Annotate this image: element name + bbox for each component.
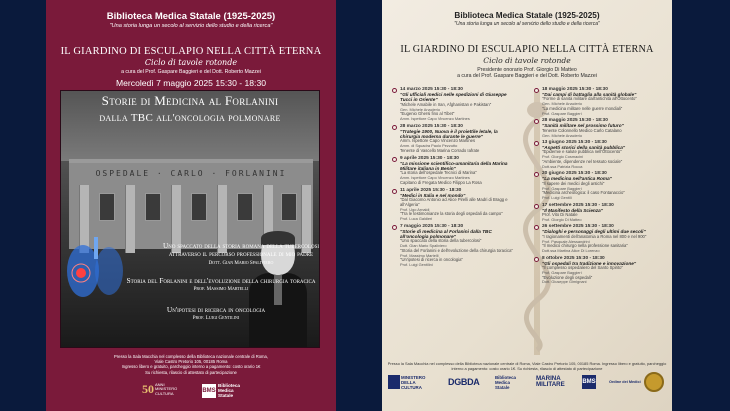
logo-50-number: 50 xyxy=(142,382,154,396)
event-item xyxy=(392,87,516,122)
talk-2-speaker: Prof. Massimo Martelli xyxy=(193,287,249,293)
event-item xyxy=(534,87,658,116)
bullet-icon xyxy=(392,225,397,230)
bullet-icon xyxy=(534,204,539,209)
event-title: "Gli ufficiali medici nelle spedizioni di Giuseppe Tucci in Oriente" xyxy=(400,92,507,103)
logo-dgbda xyxy=(448,372,480,392)
event-talk: "I ragionamenti dell'anatomia a Roma nel 800 e nel 900" xyxy=(542,233,647,239)
event-talk: "Un'ipotesi di ricerca in oncologia" xyxy=(400,257,463,263)
dgbda-text: DGBDA xyxy=(448,377,480,387)
logo-marina xyxy=(536,372,565,392)
building-window xyxy=(99,193,115,221)
bullet-icon xyxy=(534,257,539,262)
event-talk: "La medicina militare nelle guerre mondiali" xyxy=(542,105,623,111)
event-talk: Prof. Luigi Gentili xyxy=(542,195,572,201)
event-talk: Tenente Colonnello Medico Carlo Catalano xyxy=(542,127,622,133)
event-date: 28 marzo 2025 15:30 - 18:30 xyxy=(400,123,463,129)
left-date: Mercoledì 7 maggio 2025 15:30 - 18:30 xyxy=(115,78,266,88)
event-talk: "Il complesso ospedaliero del Santo Spirito" xyxy=(542,265,623,271)
right-org: Biblioteca Medica Statale (1925-2025) xyxy=(454,11,600,20)
ordine-text: Ordine dei Medici xyxy=(609,379,641,384)
event-talk: "La storia dell'ospedale Tecnici di Marina" xyxy=(400,170,477,176)
event-talk: "Uno spaccato della storia della tubercolosi" xyxy=(400,238,482,244)
event-talk: "Forme di sanità militare dall'antichità all'Ottocento" xyxy=(542,96,637,102)
event-talk: Amm. Ispettore Capo Vincenzo Martines xyxy=(400,138,476,144)
event-talk: Prof. Gaspare Baggieri xyxy=(542,269,582,275)
right-president: Presidente onorario Prof. Giorgio Di Matteo xyxy=(477,67,577,73)
event-talk: Prof. Pasquale Alessandrini xyxy=(542,238,590,244)
right-footer: Presso la Sala Macchia nel complesso della Biblioteca nazionale centrale di Roma, Viale Castro Pretorio 105, 00185 Roma. Ingresso libero e gratuito, parcheggio interno a pagamento: costo orario 1€. Su richiesta, rilascio di attestato di partecipazione xyxy=(387,361,667,371)
event-title: "Dai campi di battaglia alla sanità globale" xyxy=(542,92,637,97)
event-date: 11 aprile 2025 15:30 - 18:30 xyxy=(400,187,462,193)
marina-text: MARINA MILITARE xyxy=(536,375,565,388)
footer-line: Presso la Sala Macchia nel complesso della Biblioteca nazionale centrale di Roma, xyxy=(113,354,269,359)
event-talk: Amm. Ispettore Capo Vincenzo Martines xyxy=(400,175,470,181)
event-item xyxy=(534,224,658,253)
event-title: "Il Manifesto della Scienza" xyxy=(542,207,603,213)
event-date: 20 giugno 2025 15:30 - 18:30 xyxy=(542,171,607,177)
event-date: 8 ottobre 2025 15:30 - 18:30 xyxy=(542,255,605,261)
event-talk: Prof. Massimo Martelli xyxy=(400,252,439,258)
event-date: 17 settembre 2025 15:30 - 18:30 xyxy=(542,202,614,208)
photo-title xyxy=(61,93,319,124)
event-title: "Storie di medicina al Forlanini dalla TBC all'oncologia polmonare" xyxy=(400,228,492,240)
bms-right-mark: BMS xyxy=(582,375,596,389)
event-date: 9 aprile 2025 15:30 - 18:30 xyxy=(400,155,459,161)
bullet-icon xyxy=(534,88,539,93)
logo-50-caption: ANNI MINISTERO CULTURA xyxy=(155,381,178,396)
seal-icon xyxy=(644,372,664,392)
building-window xyxy=(191,193,207,221)
left-footer xyxy=(46,354,336,375)
event-talk: "Evoluzione degli ospedali" xyxy=(542,274,593,280)
events-column-left xyxy=(392,87,516,270)
event-date: 13 giugno 2025 15:30 - 18:30 xyxy=(542,140,607,146)
events-column-right xyxy=(534,87,658,287)
event-date: 28 maggio 2025 15:30 - 18:30 xyxy=(542,118,608,124)
event-talk: Capitano di Fregata Medico Filippo La Rosa xyxy=(400,179,482,185)
logo-biblioteca xyxy=(202,383,240,399)
event-item xyxy=(534,140,658,169)
photo-title-line-2: dalla TBC all'oncologia polmonare xyxy=(99,112,281,124)
event-talk: Dott.ssa Martina Alice Di Lorenzo xyxy=(542,248,600,254)
bms-logo-text: Biblioteca Medica Statale xyxy=(218,383,240,399)
logo-seal xyxy=(644,372,664,392)
bullet-icon xyxy=(534,119,539,124)
ministero-mark xyxy=(388,375,400,389)
event-date: 26 settembre 2025 15:30 - 18:30 xyxy=(542,224,614,230)
event-talk: Dott. Gian Mario Spaliviero xyxy=(400,243,447,249)
building-window xyxy=(145,193,161,221)
event-title: "Aspetti storici della sanità pubblica" xyxy=(542,145,626,151)
bullet-icon xyxy=(534,225,539,230)
left-header xyxy=(46,0,336,88)
footer-line: Ingresso libero e gratuito, parcheggio interno a pagamento: costo orario 1€ xyxy=(121,364,261,370)
talk-2 xyxy=(46,277,336,292)
bullet-icon xyxy=(392,189,397,194)
event-talk: Prof. Giorgio Cosmacini xyxy=(542,154,584,160)
event-talk: Prof. Luca Galdieri xyxy=(400,216,433,222)
bullet-icon xyxy=(534,141,539,146)
event-talk: Prof. Vito Di Natale xyxy=(542,211,578,217)
event-title: "Medici in Italia e nel mondo" xyxy=(400,192,466,198)
event-talk: "Ambiente, dipendenze nel tessuto sociale" xyxy=(542,158,623,164)
event-item xyxy=(392,188,516,222)
logo-biblioteca-right xyxy=(494,372,516,392)
event-talk: Prof. Luigi Gentilini xyxy=(400,262,433,268)
biblioteca-right-text: Biblioteca Medica Statale xyxy=(495,374,516,390)
event-item xyxy=(392,224,516,268)
footer-line: Viale Castro Pretorio 105, 00185 Roma xyxy=(154,359,228,365)
event-talk: Prof. Giorgio Di Matteo xyxy=(542,216,582,222)
event-talk: Amm. di Squadra Paolo Pezzutto xyxy=(400,143,458,149)
event-talk: "Storia del Forlanini e dell'evoluzione della chirurgia toracica" xyxy=(400,247,513,253)
talk-1 xyxy=(46,242,336,266)
bullet-icon xyxy=(392,125,397,130)
event-title: "La medicina nell'antica Roma" xyxy=(542,176,612,182)
right-logos xyxy=(382,372,672,394)
talk-2-text: Storia del Forlanini e dell'evoluzione della chirurgia toracica xyxy=(126,276,316,285)
logo-bms-right xyxy=(582,372,596,392)
event-title: "Gli ospedali tra tradizione e innovazione" xyxy=(542,260,637,266)
event-talk: Gen. Michele Anaclerio xyxy=(400,106,441,112)
right-header xyxy=(382,0,672,79)
ministero-text: MINISTERO DELLA CULTURA xyxy=(401,374,426,390)
bullet-icon xyxy=(392,157,397,162)
event-date: 7 maggio 2025 15:30 - 18:30 xyxy=(400,223,464,229)
footer-line: Su richiesta, rilascio di attestato di partecipazione xyxy=(145,369,237,375)
event-talk: Dott. Giuseppe Gimignani xyxy=(542,279,587,285)
photo-title-line-1: Storie di Medicina al Forlanini xyxy=(101,93,279,108)
event-talk: "Medicina archeologica: il caso Fontanaccio" xyxy=(542,190,625,196)
event-talk: "Il sapere dei medici degli antichi" xyxy=(542,180,605,186)
talk-3-text: Un'ipotesi di ricerca in oncologia xyxy=(166,305,266,314)
event-item xyxy=(534,203,658,223)
event-talk: "Dal Giacomo Antonio ad Alice Pirelli alle Madri di Bragg e all'Algeria" xyxy=(400,196,508,207)
event-talk: Prof. Gaspare Baggieri xyxy=(542,185,582,191)
event-talk: "Michele Amabile in Iran, Afghanistan e Pakistan" xyxy=(400,101,492,107)
event-talk: Prof. Gaspare Baggieri xyxy=(542,110,582,116)
left-org: Biblioteca Medica Statale (1925-2025) xyxy=(106,11,276,22)
left-title: IL GIARDINO DI ESCULAPIO NELLA CITTÀ ETERNA xyxy=(60,46,322,57)
right-curators: a cura del Prof. Gaspare Baggieri e del Dott. Roberto Mazzei xyxy=(457,73,597,79)
building-sign: OSPEDALE · CARLO · FORLANINI xyxy=(95,169,287,178)
left-tagline: "Una storia lunga un secolo al servizio dello studio e della ricerca" xyxy=(109,23,273,29)
event-item xyxy=(534,256,658,285)
event-title: "Sanità militare nel prossimo futuro" xyxy=(542,123,624,129)
event-item xyxy=(534,118,658,138)
event-date: 14 marzo 2025 15:30 - 18:30 xyxy=(400,87,463,92)
event-talk: Amm. Ispettore Capo Vincenzo Martines xyxy=(400,116,470,121)
talk-1-text: Uno spaccato della storia romana della tubercolosi attraverso il percorso professionale di mio padre xyxy=(162,241,320,259)
event-title: "Trategie 1900, Nuova è il proiettile letale, la chirurgia moderna durante le guerre" xyxy=(400,128,498,139)
talk-1-speaker: Dott. Gian Mario Spaliviero xyxy=(208,260,274,266)
left-poster xyxy=(46,0,336,411)
building-window xyxy=(281,193,297,221)
right-subtitle: Ciclo di tavole rotonde xyxy=(483,56,571,65)
building-window xyxy=(237,193,253,221)
bms-logo-mark: BMS xyxy=(202,384,216,398)
talk-3-speaker: Prof. Luigi Gentilini xyxy=(192,316,240,322)
event-talk: Dott.ssa Patrizia Rocca xyxy=(542,163,583,169)
event-talk: Gen. Michele Anaclerio xyxy=(542,101,583,107)
event-item xyxy=(392,156,516,186)
event-talk: "Epidemie e salute pubblica nell'Ottocento" xyxy=(542,149,622,155)
event-talk: "Eugenio Ghersi fino al Tibet" xyxy=(400,111,455,117)
event-title: "Dialoghi e personaggi degli ultimi due secoli" xyxy=(542,229,646,235)
event-talk: Tenente di Vascello Marina Corrado Iafrate xyxy=(400,147,480,153)
right-title: IL GIARDINO DI ESCULAPIO NELLA CITTÀ ETERNA xyxy=(400,44,654,55)
logo-50-anni xyxy=(142,382,177,397)
logo-ministero xyxy=(388,372,425,392)
bullet-icon xyxy=(534,172,539,177)
bullet-icon xyxy=(392,88,397,93)
event-title: "La missione scientifico-umanitaria della Marina Militare italiana in Benin" xyxy=(400,160,508,171)
right-tagline: "Una storia lunga un secolo al servizio dello studio e della ricerca" xyxy=(454,21,600,27)
left-curators: a cura del Prof. Gaspare Baggieri e del Dott. Roberto Mazzei xyxy=(121,69,261,75)
left-subtitle: Ciclo di tavole rotonde xyxy=(144,58,238,67)
right-poster xyxy=(382,0,672,411)
event-date: 18 maggio 2025 15:30 - 18:30 xyxy=(542,87,608,92)
event-talk: Prof. Ugo Arnaldi xyxy=(400,206,430,212)
logo-ordine xyxy=(608,372,641,392)
left-logos xyxy=(140,380,260,402)
event-talk: "Il medico chirurgo nella professione sanitaria" xyxy=(542,243,628,249)
event-item xyxy=(392,124,516,154)
event-talk: Gen. Michele Anaclerio xyxy=(542,132,583,138)
event-item xyxy=(534,171,658,200)
talk-3 xyxy=(46,306,336,321)
event-talk: "Tra le testimonianze la storia degli ospedali da campo" xyxy=(400,211,503,217)
